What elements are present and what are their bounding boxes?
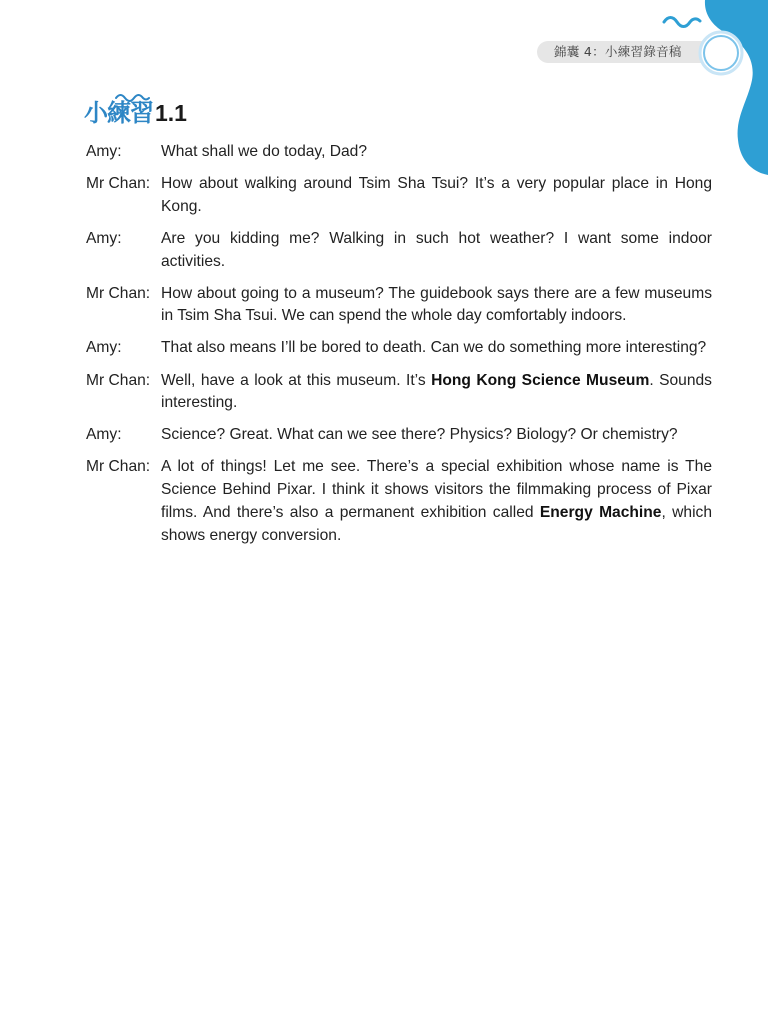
dialogue-line [86,424,712,447]
dialogue-line [86,283,712,328]
dialogue-line [86,228,712,273]
speech-text [161,456,712,547]
speech-fragment: , which shows energy conversion. [161,503,712,544]
speaker-name: Mr Chan: [86,458,151,476]
title-cjk-wrapper [84,98,153,128]
exercise-title [84,92,187,128]
dialogue-line [86,370,712,415]
title-number: 1.1 [155,100,187,126]
speaker-name: Amy: [86,143,122,160]
dialogue-line [86,173,712,218]
speaker-name: Amy: [86,339,122,357]
speaker-name: Mr Chan: [86,175,151,193]
dialogue-line [86,337,712,360]
dialogue-transcript [86,141,712,557]
circle-badge-icon [696,29,748,79]
speech-text [161,173,712,218]
speaker-name: Mr Chan: [86,371,151,389]
speech-fragment: How about going to a museum? The guidebook says there are a few museums in Tsim Sha Tsui. We can spend the whole day comfortably indoors. [161,284,712,325]
speech-fragment: How about walking around Tsim Sha Tsui? It’s a very popular place in Hong Kong. [161,175,712,215]
wave-decoration-icon [664,18,700,27]
dialogue-line [86,456,712,547]
speech-fragment: Are you kidding me? Walking in such hot weather? I want some indoor activities. [161,229,712,270]
speech-text [161,228,712,273]
speech-fragment: That also means I’ll be bored to death. Can we do something more interesting? [161,339,707,357]
speech-text [161,424,712,447]
speaker-name: Mr Chan: [86,284,151,302]
speech-fragment: A lot of things! Let me see. There’s a special exhibition whose name is The Science Behind Pixar. I think it shows visitors the filmmaking process of Pixar films. And there’s also a permanent exhibition called [161,458,712,521]
speech-text [161,283,712,328]
dialogue-line [86,141,712,164]
speech-fragment: Science? Great. What can we see there? Physics? Biology? Or chemistry? [161,426,678,444]
emphasized-term: Energy Machine [539,503,662,521]
title-wave-icon [114,92,150,102]
speech-text [161,370,712,415]
section-label: 錦囊 4：小練習錄音稿 [554,44,682,59]
speech-fragment: What shall we do today, Dad? [161,143,368,160]
speech-fragment: . Sounds interesting. [161,371,712,412]
speaker-name: Amy: [86,426,122,444]
emphasized-term: Hong Kong Science Museum [431,371,650,389]
speech-text [161,337,712,360]
title-cjk-text: 小練習 [84,99,153,127]
speech-fragment: Well, have a look at this museum. It’s [161,371,432,389]
speaker-name: Amy: [86,229,122,247]
speech-text [161,141,712,164]
blue-blob-shape [705,0,768,175]
